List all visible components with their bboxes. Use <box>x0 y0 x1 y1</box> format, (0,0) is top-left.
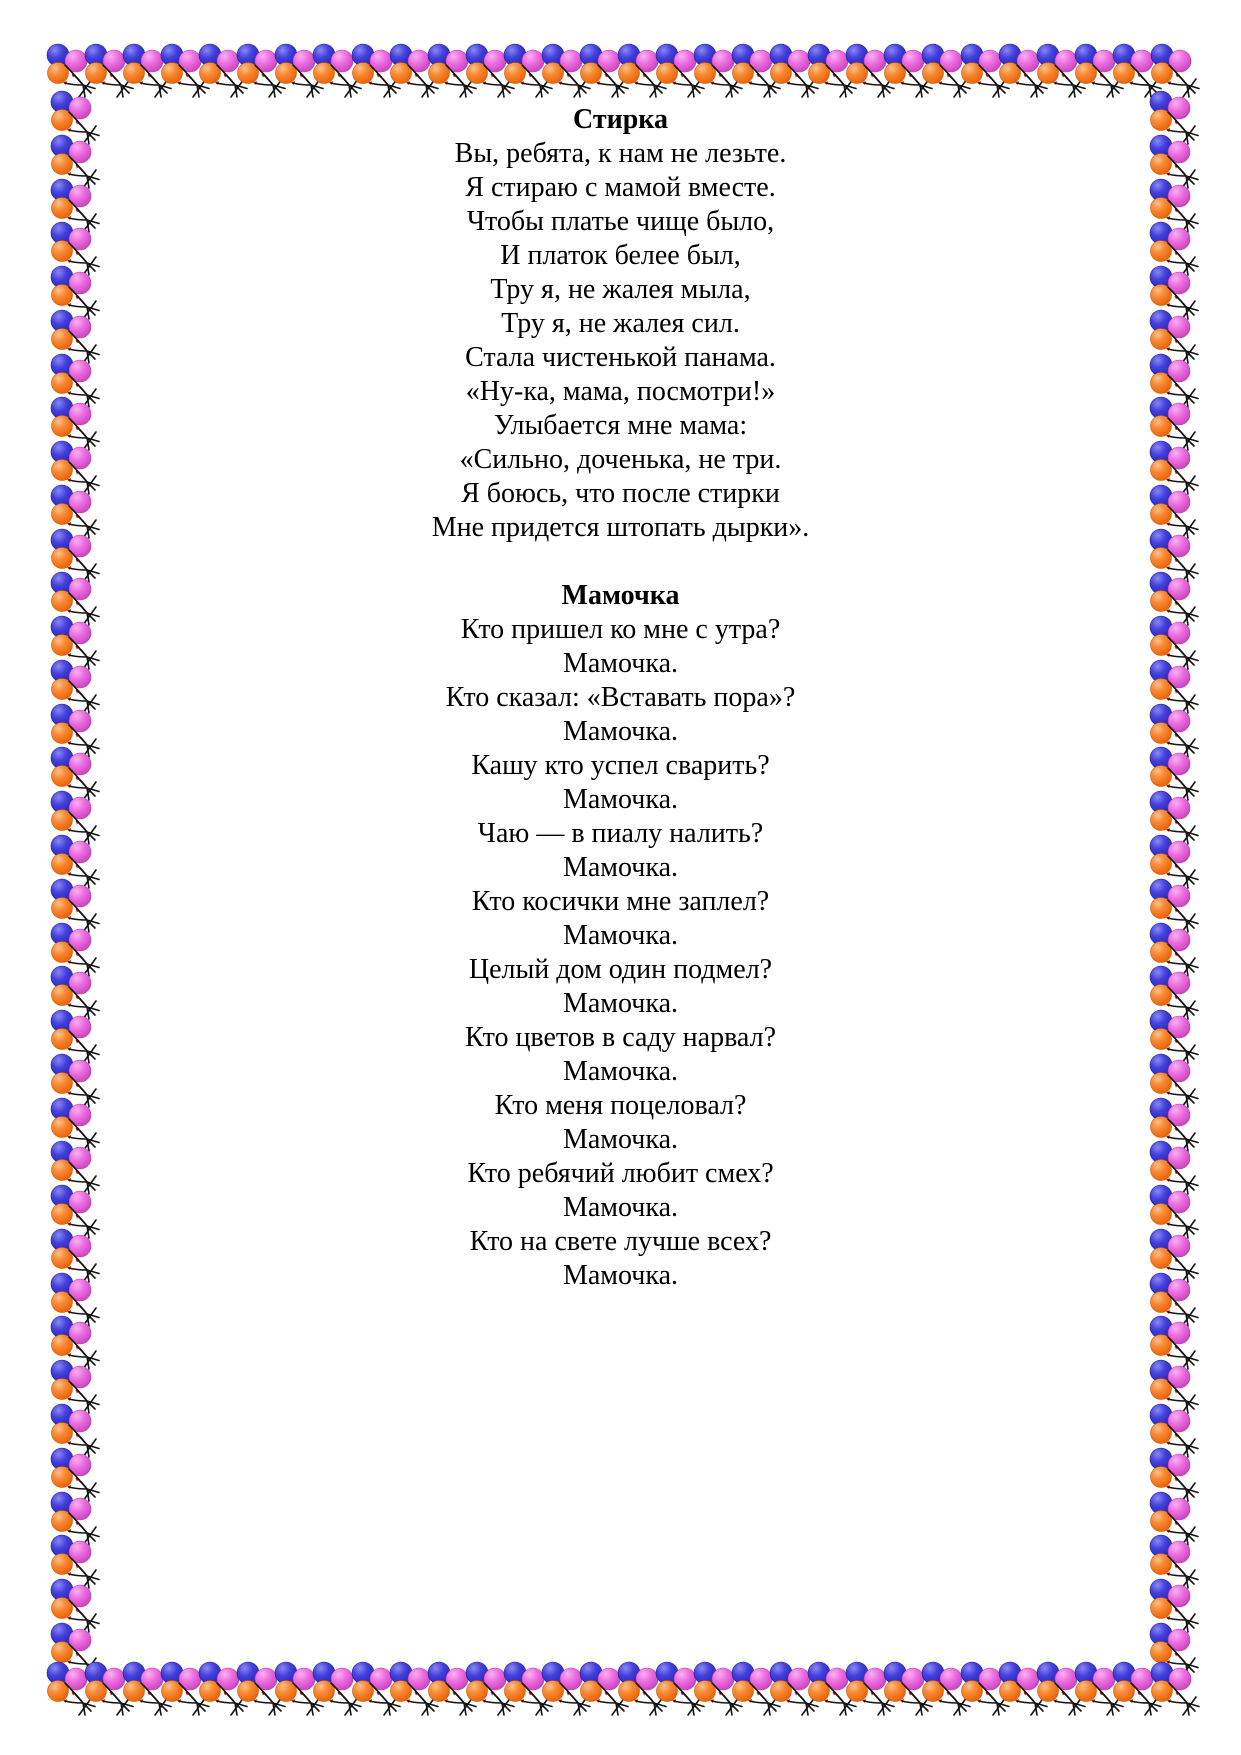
balloons-icon <box>1149 878 1205 922</box>
balloons-icon <box>84 43 122 99</box>
balloons-icon <box>122 1661 160 1717</box>
balloons-icon <box>1149 396 1205 440</box>
balloons-icon <box>50 571 106 615</box>
balloons-icon <box>312 43 350 99</box>
poem-line: Мамочка. <box>562 648 678 679</box>
balloons-icon <box>50 834 106 878</box>
balloon-border-bottom <box>46 1661 1188 1717</box>
balloons-icon <box>541 43 579 99</box>
poems-content <box>140 103 1101 1293</box>
balloons-icon <box>1149 1491 1205 1535</box>
balloons-icon <box>50 440 106 484</box>
balloons-icon <box>1149 659 1205 703</box>
poem-line: «Ну-ка, мама, посмотри!» <box>465 376 776 407</box>
balloons-icon <box>351 1661 389 1717</box>
balloons-icon <box>427 43 465 99</box>
balloons-icon <box>1149 1359 1205 1403</box>
balloons-icon <box>769 43 807 99</box>
balloons-icon <box>50 1491 106 1535</box>
balloons-icon <box>1149 922 1205 966</box>
balloons-icon <box>807 1661 845 1717</box>
balloons-icon <box>541 1661 579 1717</box>
balloons-icon <box>50 922 106 966</box>
balloons-icon <box>50 878 106 922</box>
balloons-icon <box>50 1140 106 1184</box>
balloons-icon <box>236 43 274 99</box>
poem-line: Тру я, не жалея мыла, <box>490 274 751 305</box>
balloons-icon <box>1149 746 1205 790</box>
balloons-icon <box>1149 1315 1205 1359</box>
balloons-icon <box>50 221 106 265</box>
balloons-icon <box>50 528 106 572</box>
balloons-icon <box>998 43 1036 99</box>
balloons-icon <box>160 43 198 99</box>
balloons-icon <box>1149 90 1205 134</box>
balloons-icon <box>50 965 106 1009</box>
poem-line: Кто косички мне заплел? <box>471 886 770 917</box>
balloons-icon <box>960 43 998 99</box>
balloon-border-top <box>46 43 1188 99</box>
poem-lines <box>140 137 1101 545</box>
balloons-icon <box>1149 178 1205 222</box>
poem-line: Мамочка. <box>562 784 678 815</box>
balloons-icon <box>1112 43 1150 99</box>
poem-line: Мне придется штопать дырки». <box>431 512 810 543</box>
balloons-icon <box>50 353 106 397</box>
balloons-icon <box>198 1661 236 1717</box>
balloons-icon <box>1036 1661 1074 1717</box>
balloons-icon <box>465 43 503 99</box>
balloons-icon <box>731 1661 769 1717</box>
balloons-icon <box>84 1661 122 1717</box>
balloons-icon <box>1036 43 1074 99</box>
balloons-icon <box>1149 1009 1205 1053</box>
poem-line: Мамочка. <box>562 1192 678 1223</box>
poem-line: Мамочка. <box>562 852 678 883</box>
poem-line: Вы, ребята, к нам не лезьте. <box>454 138 787 169</box>
balloons-icon <box>655 43 693 99</box>
balloons-icon <box>1149 790 1205 834</box>
balloons-icon <box>236 1661 274 1717</box>
balloons-icon <box>50 1272 106 1316</box>
poem-line: Кашу кто успел сварить? <box>471 750 770 781</box>
balloons-icon <box>50 1315 106 1359</box>
poem-line: Я стираю с мамой вместе. <box>465 172 776 203</box>
balloons-icon <box>1149 440 1205 484</box>
poem-line: Чаю — в пиалу налить? <box>477 818 764 849</box>
balloons-icon <box>122 43 160 99</box>
balloons-icon <box>46 1661 84 1717</box>
poem-title: Стирка <box>572 104 669 135</box>
poem-mamochka <box>140 579 1101 1293</box>
balloons-icon <box>883 43 921 99</box>
balloons-icon <box>807 43 845 99</box>
balloons-icon <box>50 1184 106 1228</box>
balloons-icon <box>845 43 883 99</box>
balloons-icon <box>274 43 312 99</box>
balloons-icon <box>1149 1053 1205 1097</box>
poem-line: Тру я, не жалея сил. <box>501 308 740 339</box>
balloons-icon <box>50 1359 106 1403</box>
balloons-icon <box>1149 1184 1205 1228</box>
balloons-icon <box>1149 703 1205 747</box>
poem-line: И платок белее был, <box>500 240 741 271</box>
balloons-icon <box>50 134 106 178</box>
poem-line: Кто меня поцеловал? <box>494 1090 747 1121</box>
balloons-icon <box>617 43 655 99</box>
balloons-icon <box>1149 1140 1205 1184</box>
balloons-icon <box>50 790 106 834</box>
balloons-icon <box>50 615 106 659</box>
balloons-icon <box>312 1661 350 1717</box>
balloons-icon <box>1149 1272 1205 1316</box>
balloons-icon <box>1074 1661 1112 1717</box>
poem-line: Кто ребячий любит смех? <box>467 1158 774 1189</box>
poem-line: Мамочка. <box>562 920 678 951</box>
poem-lines <box>140 613 1101 1293</box>
balloons-icon <box>1149 1097 1205 1141</box>
balloons-icon <box>1074 43 1112 99</box>
balloons-icon <box>1149 221 1205 265</box>
poem-line: Мамочка. <box>562 1124 678 1155</box>
balloons-icon <box>1149 1447 1205 1491</box>
balloons-icon <box>50 309 106 353</box>
balloons-icon <box>1149 834 1205 878</box>
balloons-icon <box>50 1228 106 1272</box>
balloons-icon <box>50 746 106 790</box>
balloons-icon <box>731 43 769 99</box>
balloons-icon <box>1149 134 1205 178</box>
balloons-icon <box>1149 615 1205 659</box>
balloons-icon <box>1149 571 1205 615</box>
balloons-icon <box>655 1661 693 1717</box>
balloons-icon <box>274 1661 312 1717</box>
balloons-icon <box>1149 1228 1205 1272</box>
balloons-icon <box>50 484 106 528</box>
balloons-icon <box>1149 353 1205 397</box>
balloons-icon <box>1149 965 1205 1009</box>
poem-stirka <box>140 103 1101 545</box>
balloons-icon <box>503 1661 541 1717</box>
balloons-icon <box>50 178 106 222</box>
balloons-icon <box>160 1661 198 1717</box>
balloons-icon <box>1149 1622 1205 1666</box>
balloons-icon <box>50 1534 106 1578</box>
balloons-icon <box>769 1661 807 1717</box>
poem-line: Мамочка. <box>562 988 678 1019</box>
balloons-icon <box>427 1661 465 1717</box>
balloons-icon <box>50 1578 106 1622</box>
balloons-icon <box>389 43 427 99</box>
balloons-icon <box>351 43 389 99</box>
balloons-icon <box>1112 1661 1150 1717</box>
poem-line: Чтобы платье чище было, <box>466 206 775 237</box>
poem-line: Кто сказал: «Вставать пора»? <box>445 682 796 713</box>
balloons-icon <box>921 43 959 99</box>
poem-line: Мамочка. <box>562 1056 678 1087</box>
balloons-icon <box>693 43 731 99</box>
poem-line: Кто пришел ко мне с утра? <box>460 614 781 645</box>
balloons-icon <box>1149 1578 1205 1622</box>
balloons-icon <box>50 1097 106 1141</box>
balloons-icon <box>1149 484 1205 528</box>
poem-line: Целый дом один подмел? <box>468 954 773 985</box>
balloons-icon <box>998 1661 1036 1717</box>
balloons-icon <box>50 396 106 440</box>
balloons-icon <box>50 659 106 703</box>
balloons-icon <box>883 1661 921 1717</box>
balloon-border-right <box>1149 90 1205 1666</box>
balloons-icon <box>50 90 106 134</box>
balloons-icon <box>1150 1661 1188 1717</box>
balloons-icon <box>1150 43 1188 99</box>
balloons-icon <box>1149 309 1205 353</box>
poem-line: Мамочка. <box>562 716 678 747</box>
balloons-icon <box>1149 1403 1205 1447</box>
balloons-icon <box>693 1661 731 1717</box>
balloons-icon <box>617 1661 655 1717</box>
poem-line: Кто на свете лучше всех? <box>469 1226 772 1257</box>
poem-title: Мамочка <box>561 580 680 611</box>
poem-line: «Сильно, доченька, не три. <box>459 444 782 475</box>
poem-line: Мамочка. <box>562 1260 678 1291</box>
poem-line: Стала чистенькой панама. <box>465 342 776 373</box>
balloon-border-left <box>50 90 106 1666</box>
balloons-icon <box>50 1053 106 1097</box>
poem-line: Я боюсь, что после стирки <box>461 478 780 509</box>
balloons-icon <box>50 1622 106 1666</box>
balloons-icon <box>50 1447 106 1491</box>
balloons-icon <box>1149 528 1205 572</box>
balloons-icon <box>1149 1534 1205 1578</box>
balloons-icon <box>845 1661 883 1717</box>
balloons-icon <box>389 1661 427 1717</box>
balloons-icon <box>503 43 541 99</box>
balloons-icon <box>465 1661 503 1717</box>
balloons-icon <box>198 43 236 99</box>
balloons-icon <box>50 703 106 747</box>
balloons-icon <box>1149 265 1205 309</box>
balloons-icon <box>50 1009 106 1053</box>
poem-line: Кто цветов в саду нарвал? <box>464 1022 777 1053</box>
balloons-icon <box>921 1661 959 1717</box>
balloons-icon <box>50 265 106 309</box>
poem-line: Улыбается мне мама: <box>493 410 748 441</box>
balloons-icon <box>960 1661 998 1717</box>
balloons-icon <box>579 43 617 99</box>
balloons-icon <box>46 43 84 99</box>
balloons-icon <box>579 1661 617 1717</box>
balloons-icon <box>50 1403 106 1447</box>
